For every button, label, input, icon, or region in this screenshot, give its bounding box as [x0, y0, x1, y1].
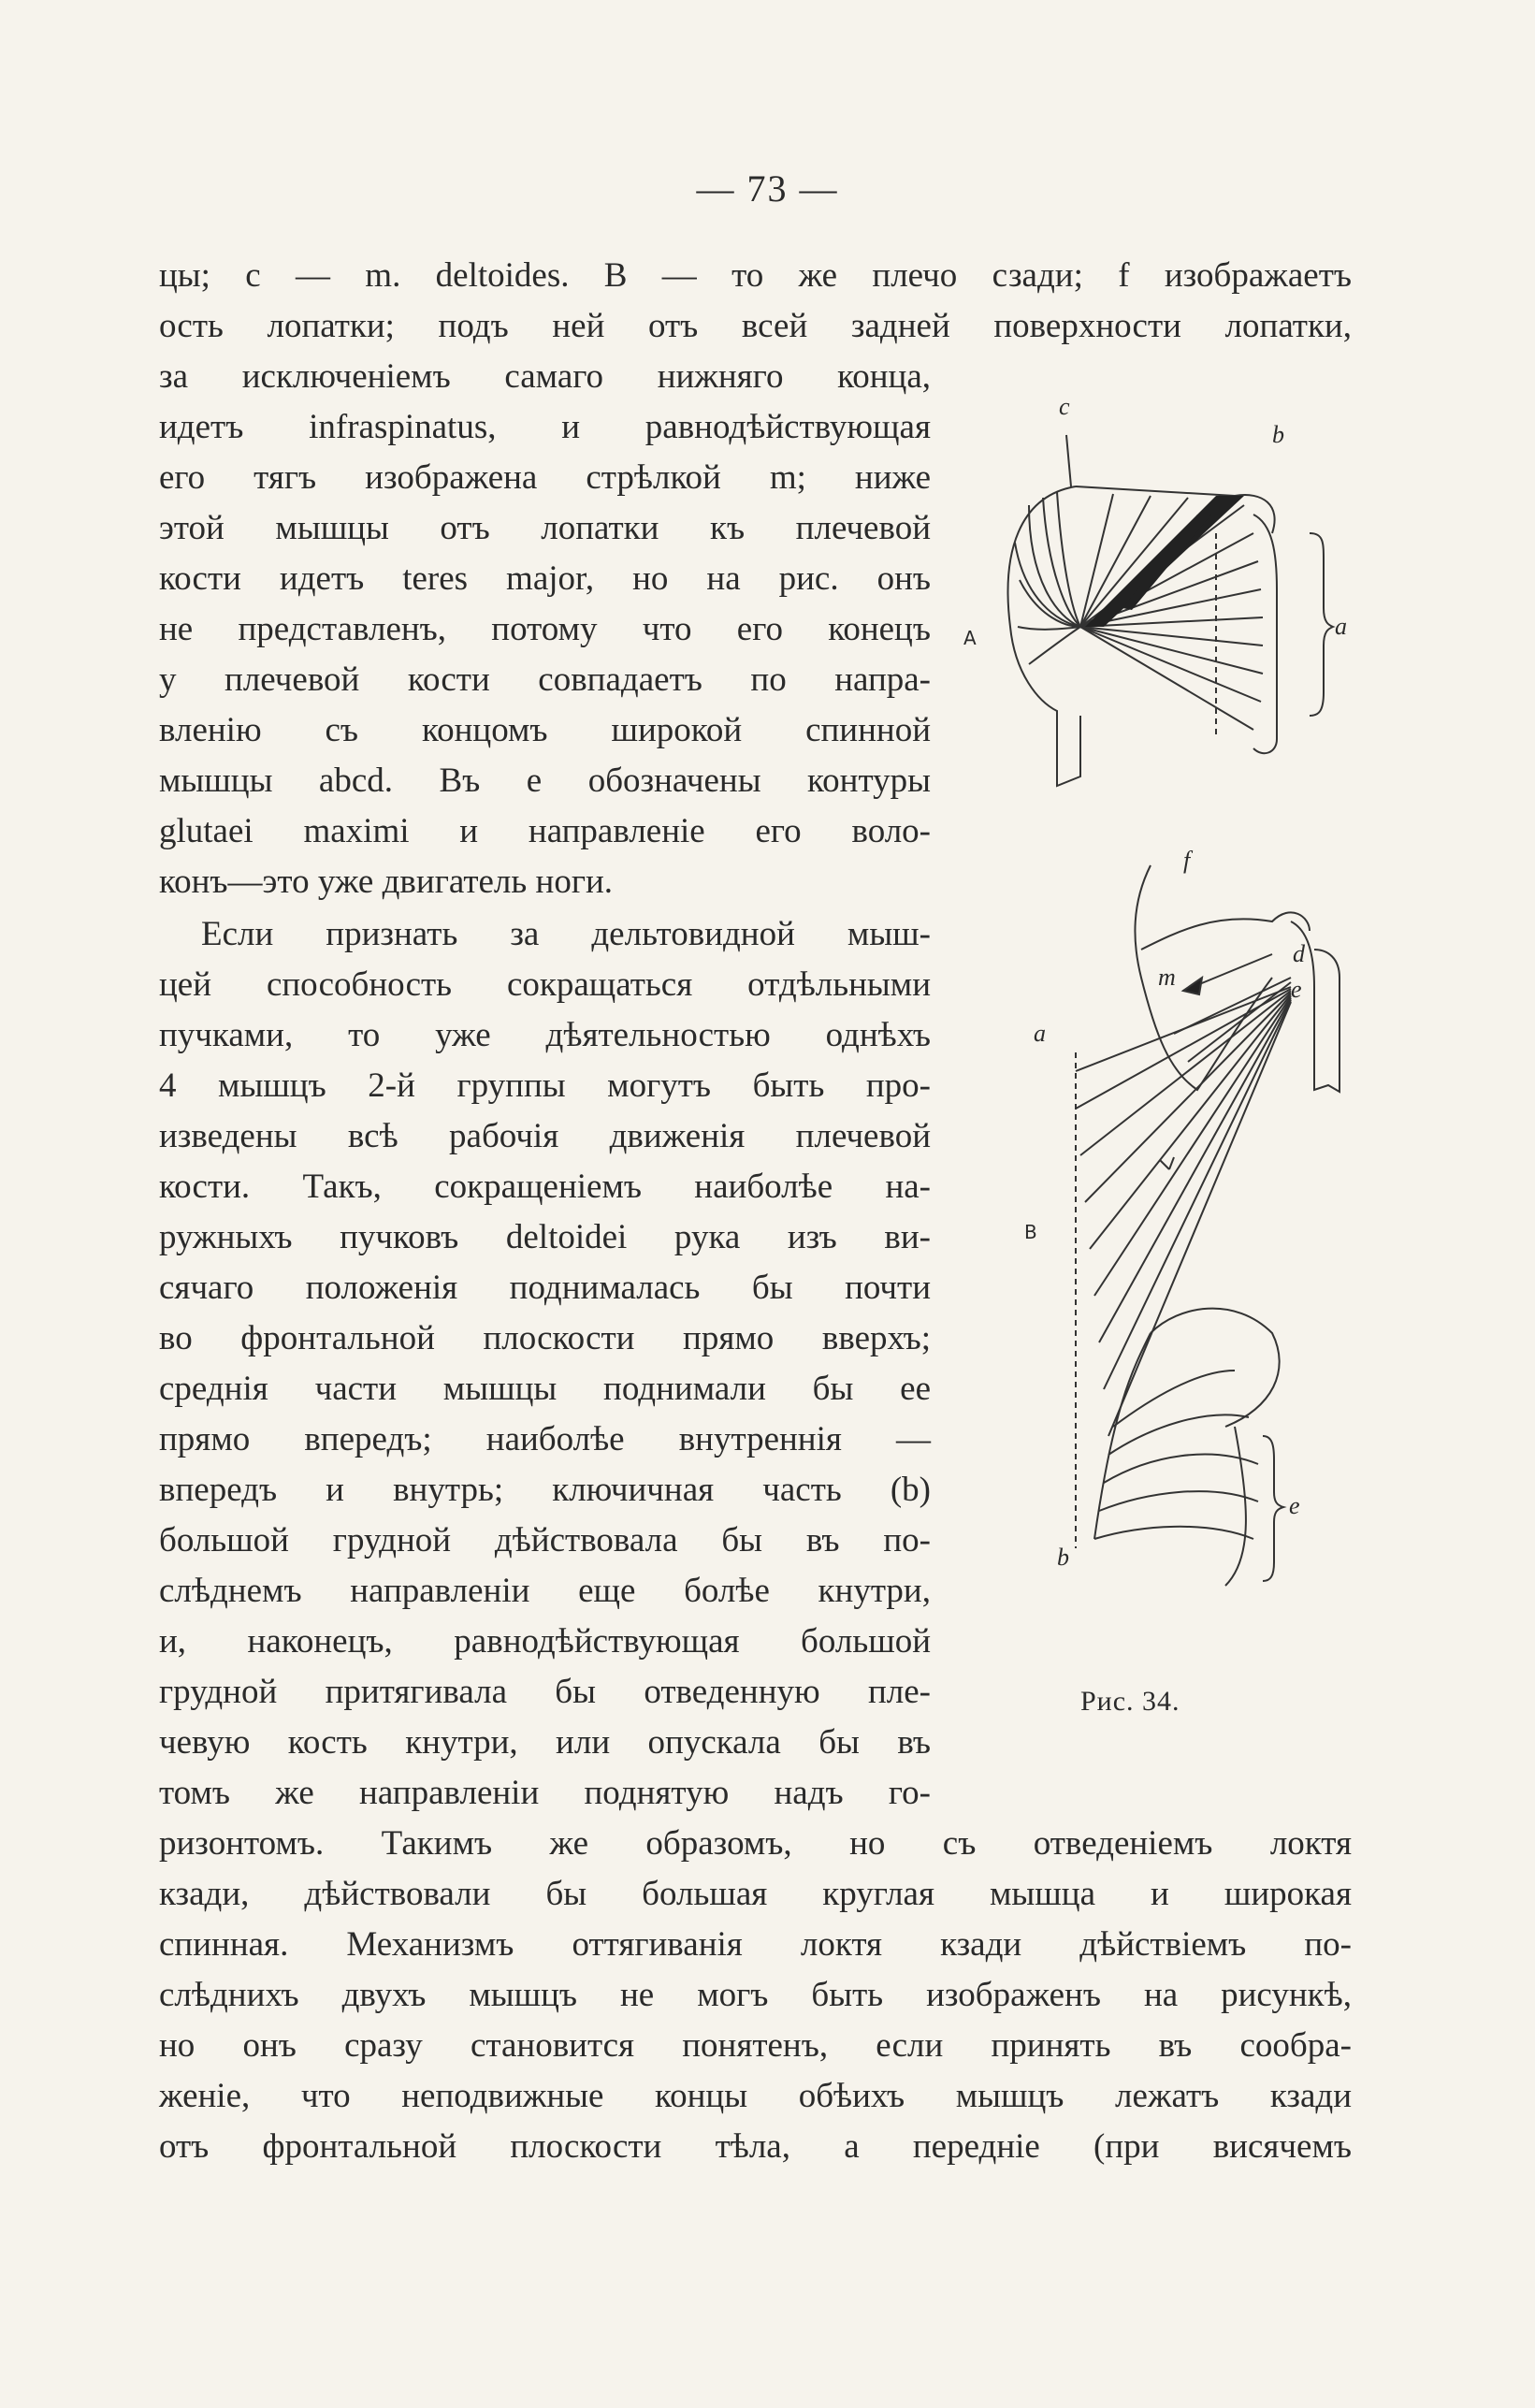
label-b: b — [1272, 421, 1284, 448]
text-line: кости идетъ teres major, но на рис. онъ — [159, 559, 931, 598]
label-e: e — [1291, 976, 1302, 1003]
label-b-back: b — [1057, 1544, 1069, 1571]
shoulder-front-drawing — [963, 393, 1356, 805]
text-line: у плечевой кости совпадаетъ по напра- — [159, 660, 931, 699]
text-line: впередъ и внутрь; ключичная часть (b) — [159, 1471, 931, 1509]
label-A: A — [963, 627, 977, 649]
text-line: кости. Такъ, сокращеніемъ наиболѣе на- — [159, 1168, 931, 1206]
text-line: среднія части мышцы поднимали бы ее — [159, 1370, 931, 1408]
text-line: изведены всѣ рабочія движенія плечевой — [159, 1117, 931, 1155]
text-line: слѣднемъ направленіи еще болѣе кнутри, — [159, 1572, 931, 1610]
text-line: glutaei maximi и направленіе его воло- — [159, 812, 931, 850]
figure-shoulder-front — [963, 393, 1356, 805]
text-line: и, наконецъ, равнодѣйствующая большой — [159, 1622, 931, 1661]
label-c: c — [1059, 393, 1070, 420]
text-line: мышцы abcd. Въ e обозначены контуры — [159, 762, 931, 800]
text-line: слѣднихъ двухъ мышцъ не могъ быть изображенъ на рисункѣ, — [159, 1976, 1352, 2014]
text-line: пучками, то уже дѣятельностью однѣхъ — [159, 1016, 931, 1054]
text-line: ость лопатки; подъ ней отъ всей задней поверхности лопатки, — [159, 307, 1352, 345]
label-B: B — [1024, 1221, 1037, 1243]
label-d: d — [1293, 940, 1305, 967]
figure-shoulder-back — [992, 847, 1347, 1670]
text-line: вленію съ концомъ широкой спинной — [159, 711, 931, 749]
text-line: Если признать за дельтовидной мыш- — [201, 915, 931, 953]
text-line: во фронтальной плоскости прямо вверхъ; — [159, 1319, 931, 1357]
label-m: m — [1158, 964, 1176, 991]
label-e-glut: e — [1289, 1492, 1300, 1519]
text-line: но онъ сразу становится понятенъ, если принять въ сообра- — [159, 2026, 1352, 2065]
text-line: женіе, что неподвижные концы обѣихъ мышцъ лежатъ кзади — [159, 2077, 1352, 2115]
text-line: идетъ infraspinatus, и равнодѣйствующая — [159, 408, 931, 446]
text-line: цей способность сокращаться отдѣльными — [159, 965, 931, 1004]
text-line: прямо впередъ; наиболѣе внутреннія — — [159, 1420, 931, 1458]
text-line: грудной притягивала бы отведенную пле- — [159, 1673, 931, 1711]
text-line: отъ фронтальной плоскости тѣла, а передніе (при висячемъ — [159, 2127, 1352, 2166]
figure-caption: Рис. 34. — [1080, 1686, 1180, 1717]
text-line: 4 мышцъ 2-й группы могутъ быть про- — [159, 1066, 931, 1105]
text-line: не представленъ, потому что его конецъ — [159, 610, 931, 648]
text-line: кзади, дѣйствовали бы большая круглая мышца и широкая — [159, 1875, 1352, 1913]
text-line: томъ же направленіи поднятую надъ го- — [159, 1774, 931, 1812]
text-line: спинная. Механизмъ оттягиванія локтя кзади дѣйствіемъ по- — [159, 1925, 1352, 1964]
page-number: — 73 — — [696, 167, 839, 210]
text-line: за исключеніемъ самаго нижняго конца, — [159, 357, 931, 396]
text-line: его тягъ изображена стрѣлкой m; ниже — [159, 458, 931, 497]
text-line: сячаго положенія поднималась бы почти — [159, 1269, 931, 1307]
text-line: большой грудной дѣйствовала бы въ по- — [159, 1521, 931, 1559]
label-a: a — [1335, 613, 1347, 640]
text-line: цы; c — m. deltoides. B — то же плечо сзади; f изображаетъ — [159, 256, 1352, 295]
text-line: конъ—это уже двигатель ноги. — [159, 863, 614, 901]
text-line: ружныхъ пучковъ deltoidei рука изъ ви- — [159, 1218, 931, 1256]
label-f: f — [1183, 847, 1191, 874]
text-line: этой мышцы отъ лопатки къ плечевой — [159, 509, 931, 547]
label-a-back: a — [1034, 1020, 1046, 1047]
text-line: чевую кость кнутри, или опускала бы въ — [159, 1723, 931, 1762]
text-line: ризонтомъ. Такимъ же образомъ, но съ отведеніемъ локтя — [159, 1824, 1352, 1863]
